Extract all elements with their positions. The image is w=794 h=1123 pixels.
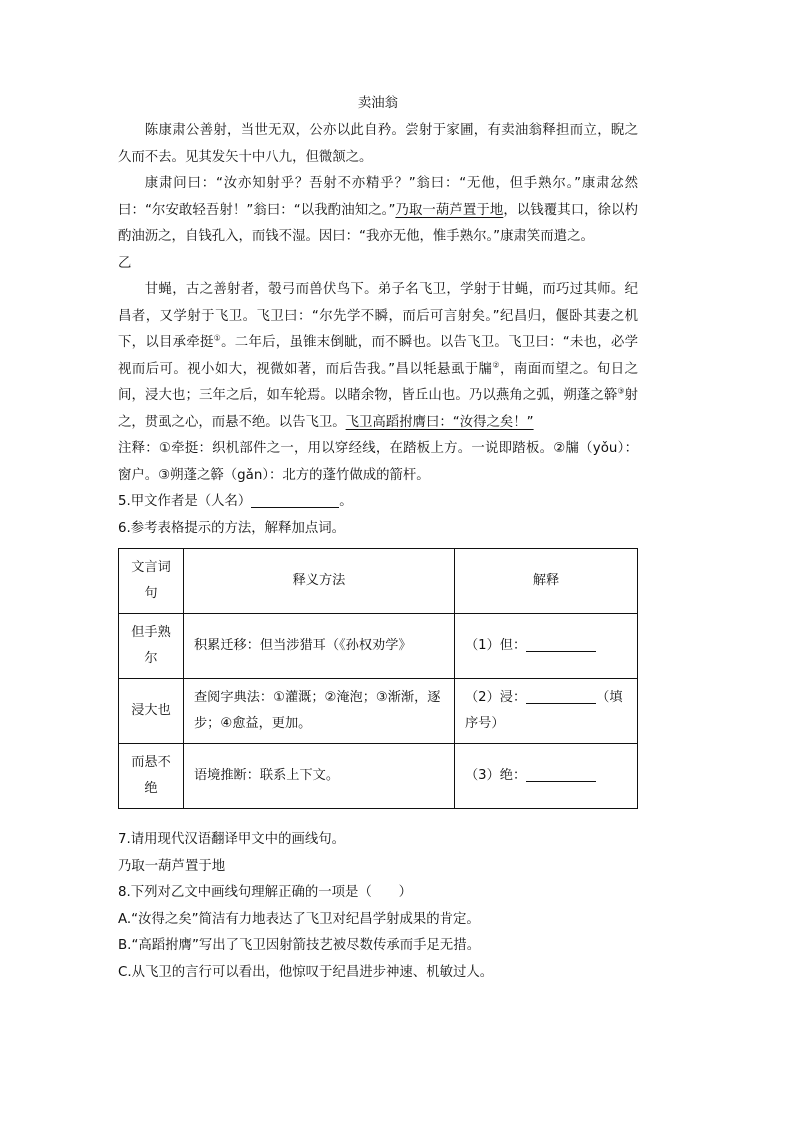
passage-a-paragraph-2: [118, 171, 638, 251]
footnote-marker-3: ③: [617, 386, 625, 396]
table-cell-method: 语境推断：联系上下文。: [184, 744, 455, 809]
table-header-row: [119, 549, 638, 614]
answer-suffix: （填序号）: [465, 690, 623, 731]
document-page: [118, 92, 638, 986]
question-8: 8.下列对乙文中画线句理解正确的一项是（ ）: [118, 885, 412, 900]
answer-blank-q6-1[interactable]: [526, 637, 596, 652]
question-5-end: 。: [339, 494, 353, 509]
underlined-sentence-b: 飞卫高蹈拊膺曰：“汝得之矣！”: [345, 414, 534, 430]
answer-label: （3）绝：: [465, 768, 527, 783]
question-5: [118, 489, 638, 516]
table-cell-answer: [455, 744, 638, 809]
table-header-cell: 释义方法: [184, 549, 455, 614]
passage-a-text-end: ，以钱覆其口，徐以杓酌油沥之，自钱孔入，而钱不湿。因曰：“我亦无他，惟手熟尔。”康肃笑而遣之。: [118, 202, 639, 244]
question-6: 6.参考表格提示的方法，解释加点词。: [118, 520, 346, 536]
option-c[interactable]: C.从飞卫的言行可以看出，他惊叹于纪昌进步神速、机敏过人。: [118, 964, 494, 980]
answer-label: （2）浸：: [465, 690, 527, 705]
passage-b-text-4: 射之，贯虱之心，而悬不绝。以告飞卫。: [118, 388, 639, 430]
passage-b-text-3: ，南面而望之。旬日之间，浸大也；三年之后，如车轮焉。以睹余物，皆丘山也。乃以燕角之弧，朔蓬之簳: [118, 361, 638, 403]
table-cell-method: 积累迁移：但当涉猎耳（《孙权劝学》: [184, 614, 455, 679]
table-cell-method: 查阅字典法：①灌溉；②淹泡；③渐渐，逐步；④愈益，更加。: [184, 679, 455, 744]
table-row: [119, 614, 638, 679]
table-row: [119, 679, 638, 744]
footnotes: 注释：①牵挺：织机部件之一，用以穿经线，在踏板上方。一说即踏板。②牖（yǒu）：窗户。③朔蓬之簳（gǎn）：北方的蓬竹做成的箭杆。: [118, 441, 638, 483]
passage-title: 卖油翁: [357, 96, 399, 111]
answer-blank-q6-3[interactable]: [526, 767, 596, 782]
table-cell-answer: [455, 679, 638, 744]
table-header-cell: 文言词句: [119, 549, 184, 614]
table-cell-phrase: 浸大也: [119, 679, 184, 744]
method-table: [118, 548, 638, 809]
question-7: 7.请用现代汉语翻译甲文中的画线句。: [118, 832, 346, 847]
table-row: [119, 744, 638, 809]
answer-blank-q6-2[interactable]: [526, 689, 596, 704]
question-7-sentence: 乃取一葫芦置于地: [118, 858, 226, 874]
answer-label: （1）但：: [465, 638, 527, 653]
table-header-cell: 解释: [455, 549, 638, 614]
question-5-text: 5.甲文作者是（人名）: [118, 494, 252, 509]
footnote-marker-1: ①: [213, 333, 222, 343]
table-cell-phrase: 而悬不绝: [119, 744, 184, 809]
option-a[interactable]: A.“汝得之矣”简洁有力地表达了飞卫对纪昌学射成果的肯定。: [118, 911, 480, 927]
passage-a-text: 康肃问曰：“汝亦知射乎？吾射不亦精乎？”翁曰：“无他，但手熟尔。”康肃忿然曰：“尔安敢轻吾射！”翁曰：“以我酌油知之。”: [118, 176, 638, 218]
underlined-sentence-a: 乃取一葫芦置于地: [395, 202, 504, 218]
passage-b-text-1: 甘蝇，古之善射者，彀弓而兽伏鸟下。弟子名飞卫，学射于甘蝇，而巧过其师。纪昌者，又学射于飞卫。飞卫曰：“尔先学不瞬，而后可言射矣。”纪昌归，偃卧其妻之机下，以目承牵挺: [118, 282, 638, 350]
passage-b-paragraph: [118, 277, 638, 436]
footnote-marker-2: ②: [492, 360, 501, 370]
answer-blank-q5[interactable]: [251, 493, 339, 508]
passage-b-text-2: 。二年后，虽锥末倒眦，而不瞬也。以告飞卫。飞卫曰：“未也，必学视而后可。视小如大，视微如著，而后告我。”昌以牦悬虱于牖: [118, 335, 639, 377]
table-cell-answer: [455, 614, 638, 679]
passage-b-label: 乙: [118, 255, 132, 271]
passage-a-paragraph-1: 陈康肃公善射，当世无双，公亦以此自矜。尝射于家圃，有卖油翁释担而立，睨之久而不去。见其发矢十中八九，但微颔之。: [118, 123, 638, 165]
option-b[interactable]: B.“高蹈拊膺”写出了飞卫因射箭技艺被尽数传承而手足无措。: [118, 938, 481, 953]
table-cell-phrase: 但手熟尔: [119, 614, 184, 679]
